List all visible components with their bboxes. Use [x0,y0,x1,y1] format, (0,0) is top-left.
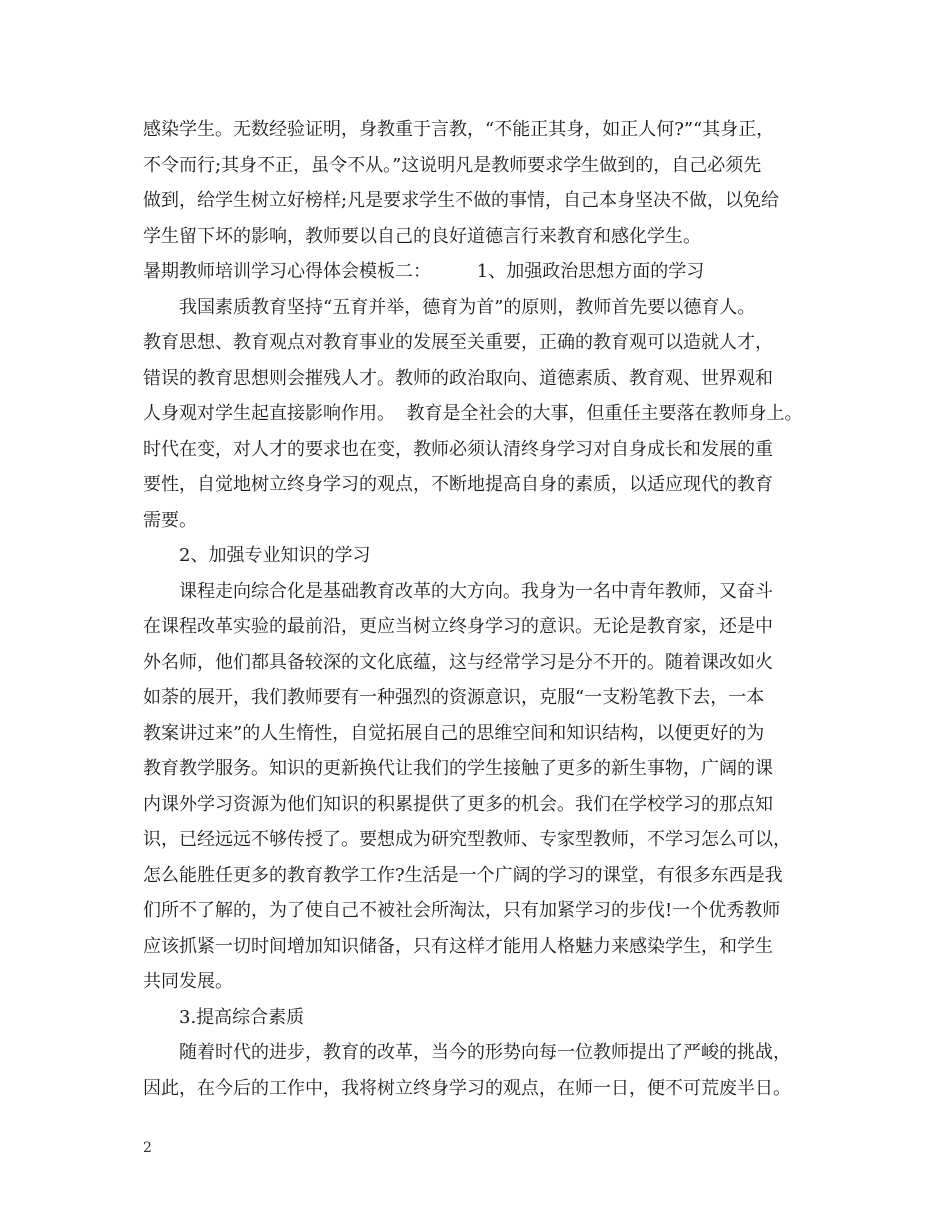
text-line-24: 应该抓紧一切时间增加知识储备，只有这样才能用人格魅力来感染学生，和学生 [143,935,773,957]
text-line-27: 随着时代的进步，教育的改革，当今的形势向每一位教师提出了严峻的挑战， [179,1042,791,1063]
text-line-1: 感染学生。无数经验证明，身教重于言教，“不能正其身，如正人何?”“其身正， [143,119,775,140]
text-line-6: 我国素质教育坚持“五育并举，德育为首”的原则，教师首先要以德育人。 [179,296,756,318]
text-line-25: 共同发展。 [143,971,233,992]
text-line-12: 需要。 [143,509,197,531]
text-line-17: 如荼的展开，我们教师要有一种强烈的资源意识，克服“一支粉笔教下去，一本 [143,687,765,708]
text-line-28: 因此，在今后的工作中，我将树立终身学习的观点，在师一日，便不可荒废半日。 [143,1077,791,1099]
section-heading-3: 3.提高综合素质 [179,1006,305,1028]
text-line-3: 做到，给学生树立好榜样;凡是要求学生不做的事情，自己本身坚决不做，以免给 [143,190,780,211]
text-line-15: 在课程改革实验的最前沿，更应当树立终身学习的意识。无论是教育家，还是中 [143,616,773,637]
text-line-2: 不令而行;其身不正，虽令不从。”这说明凡是教师要求学生做到的，自己必须先 [143,154,762,176]
text-line-8: 错误的教育思想则会摧残人才。教师的政治取向、道德素质、教育观、世界观和 [143,367,773,389]
text-line-16: 外名师，他们都具备较深的文化底蕴，这与经常学习是分不开的。随着课改如火 [143,651,773,673]
text-line-11: 要性，自觉地树立终身学习的观点，不断地提高自身的素质，以适应现代的教育 [143,474,773,495]
text-line-14: 课程走向综合化是基础教育改革的大方向。我身为一名中青年教师，又奋斗 [179,580,773,602]
text-line-18: 教案讲过来”的人生惰性，自觉拓展自己的思维空间和知识结构，以便更好的为 [143,722,765,744]
text-line-7: 教育思想、教育观点对教育事业的发展至关重要，正确的教育观可以造就人才， [143,332,773,353]
section-heading-2: 2、加强专业知识的学习 [179,545,371,566]
text-line-21: 识，已经远远不够传授了。要想成为研究型教师、专家型教师，不学习怎么可以， [143,829,791,850]
text-line-9: 人身观对学生起直接影响作用。 教育是全社会的大事，但重任主要落在教师身上。 [143,403,803,424]
document-body [143,112,823,1106]
text-line-10: 时代在变，对人才的要求也在变，教师必须认清终身学习对自身成长和发展的重 [143,438,773,460]
text-line-22: 怎么能胜任更多的教育教学工作?生活是一个广阔的学习的课堂，有很多东西是我 [143,864,783,886]
page-number: 2 [143,1140,152,1156]
text-line-23: 们所不了解的，为了使自己不被社会所淘汰，只有加紧学习的步伐!一个优秀教师 [143,900,781,921]
section-heading-template-two: 暑期教师培训学习心得体会模板二： 1、加强政治思想方面的学习 [143,261,705,282]
text-line-19: 教育教学服务。知识的更新换代让我们的学生接触了更多的新生事物，广阔的课 [143,758,773,779]
text-line-4: 学生留下坏的影响，教师要以自己的良好道德言行来教育和感化学生。 [143,225,701,247]
text-line-20: 内课外学习资源为他们知识的积累提供了更多的机会。我们在学校学习的那点知 [143,793,773,815]
